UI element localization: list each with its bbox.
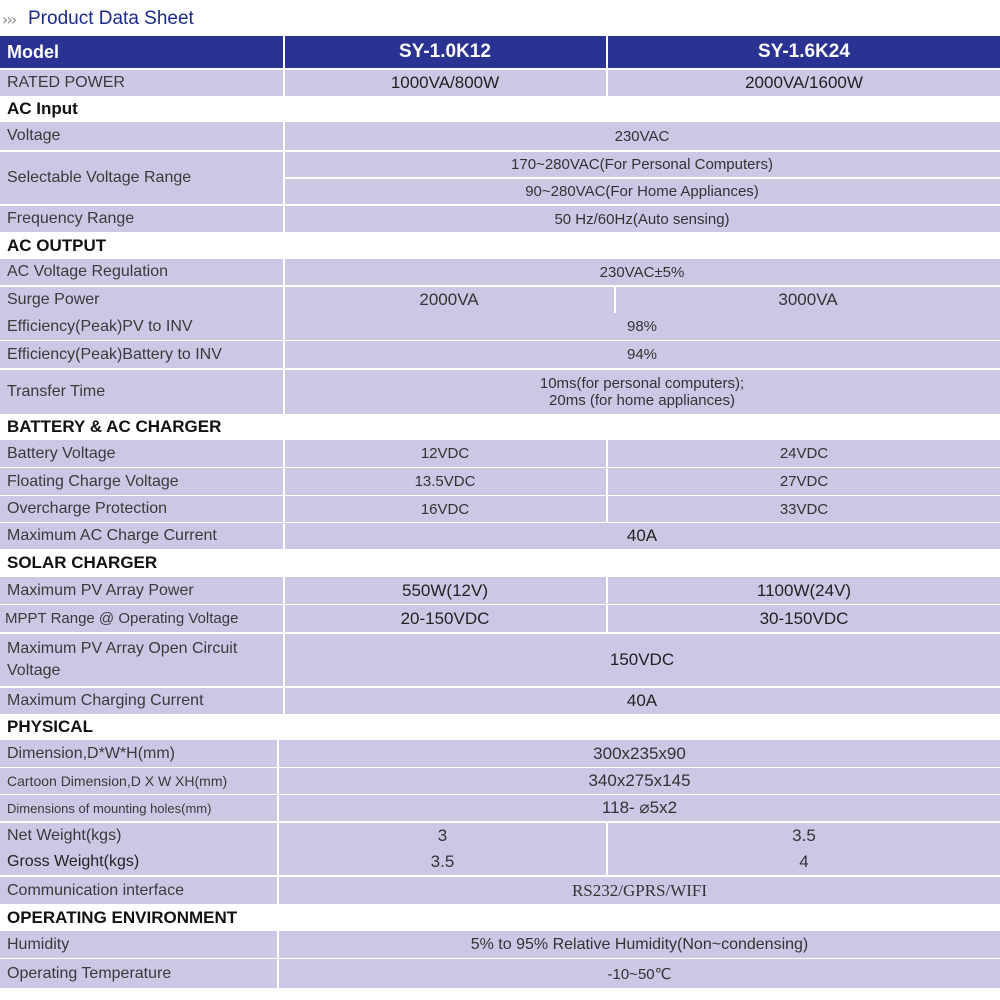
voltage-label: Voltage	[7, 127, 61, 144]
chevrons-icon: ›››	[2, 10, 16, 29]
rated-power-m2: 2000VA/1600W	[745, 73, 863, 92]
charging-current-label: Maximum Charging Current	[7, 692, 204, 709]
pv-power-m2: 1100W(24V)	[756, 580, 852, 600]
mppt-m2: 30-150VDC	[759, 608, 849, 628]
sheet-title: Product Data Sheet	[28, 8, 194, 29]
temperature-label: Operating Temperature	[7, 964, 172, 982]
comm-label: Communication interface	[7, 881, 184, 899]
overcharge-row	[0, 496, 1000, 522]
ac-output-section	[0, 233, 1000, 259]
transfer-value	[284, 370, 1000, 414]
transfer-home: 20ms (for home appliances)	[549, 392, 735, 409]
eff-battery-label: Efficiency(Peak)Battery to INV	[7, 345, 222, 363]
surge-row	[0, 287, 1000, 313]
max-ac-charge-value: 40A	[626, 526, 658, 545]
gross-weight-m1: 3.5	[430, 852, 455, 871]
transfer-pc: 10ms(for personal computers);	[539, 375, 745, 392]
dimension-value: 300x235x90	[593, 743, 686, 763]
pv-power-label: Maximum PV Array Power	[7, 581, 194, 599]
frequency-label: Frequency Range	[7, 210, 135, 227]
model-1: SY-1.0K12	[399, 41, 491, 62]
section-title: PHYSICAL	[7, 717, 93, 736]
overcharge-m1: 16VDC	[420, 500, 470, 518]
temperature-row	[0, 959, 1000, 988]
temperature-value: -10~50℃	[607, 965, 672, 983]
frequency-row	[0, 206, 1000, 232]
section-title: OPERATING ENVIRONMENT	[7, 908, 238, 927]
open-circuit-value: 150VDC	[609, 650, 675, 669]
environment-section	[0, 905, 1000, 931]
transfer-label: Transfer Time	[7, 383, 106, 400]
surge-m1: 2000VA	[419, 290, 479, 309]
dimension-row	[0, 740, 1000, 767]
selectable-voltage-pc: 170~280VAC(For Personal Computers)	[511, 156, 773, 173]
floating-m1: 13.5VDC	[414, 473, 476, 490]
mppt-m1: 20-150VDC	[400, 608, 490, 628]
eff-battery-value: 94%	[626, 346, 658, 363]
physical-section	[0, 714, 1000, 740]
battery-voltage-m1: 12VDC	[420, 445, 470, 462]
section-title: BATTERY & AC CHARGER	[7, 417, 222, 436]
overcharge-label: Overcharge Protection	[7, 500, 168, 517]
mppt-label: MPPT Range @ Operating Voltage	[5, 610, 239, 627]
ac-input-section	[0, 96, 1000, 122]
battery-section	[0, 414, 1000, 440]
gross-weight-m2: 4	[799, 852, 809, 871]
battery-voltage-label: Battery Voltage	[7, 444, 116, 462]
regulation-row	[0, 259, 1000, 285]
surge-m2: 3000VA	[778, 290, 838, 309]
transfer-row	[0, 370, 1000, 414]
model-header-row	[0, 36, 1000, 68]
max-ac-charge-label: Maximum AC Charge Current	[7, 527, 217, 544]
section-title: AC Input	[7, 99, 78, 118]
section-title: AC OUTPUT	[7, 236, 107, 255]
net-weight-m1: 3	[437, 826, 448, 845]
humidity-value: 5% to 95% Relative Humidity(Non~condensing)	[470, 935, 809, 953]
model-label: Model	[7, 41, 59, 62]
selectable-voltage-row	[0, 152, 1000, 204]
gross-weight-label: Gross Weight(kgs)	[7, 853, 140, 870]
open-circuit-row	[0, 634, 1000, 686]
mppt-row	[0, 605, 1000, 632]
battery-voltage-row	[0, 440, 1000, 467]
carton-row	[0, 768, 1000, 794]
floating-row	[0, 468, 1000, 495]
rated-power-label: RATED POWER	[7, 74, 125, 91]
rated-power-row	[0, 70, 1000, 96]
holes-label: Dimensions of mounting holes(mm)	[7, 800, 212, 816]
selectable-voltage-label: Selectable Voltage Range	[7, 169, 192, 186]
dimension-label: Dimension,D*W*H(mm)	[7, 744, 176, 762]
carton-label: Cartoon Dimension,D X W XH(mm)	[7, 773, 228, 789]
humidity-label: Humidity	[7, 935, 70, 953]
carton-value: 340x275x145	[588, 771, 691, 790]
voltage-value: 230VAC	[614, 127, 670, 145]
eff-pv-label: Efficiency(Peak)PV to INV	[7, 317, 193, 335]
selectable-voltage-home: 90~280VAC(For Home Appliances)	[525, 183, 759, 200]
floating-label: Floating Charge Voltage	[7, 472, 179, 490]
frequency-value: 50 Hz/60Hz(Auto sensing)	[554, 210, 730, 228]
regulation-value: 230VAC±5%	[599, 263, 685, 281]
eff-pv-value: 98%	[626, 318, 658, 335]
eff-pv-row	[0, 313, 1000, 340]
comm-row	[0, 877, 1000, 904]
open-circuit-label: Maximum PV Array Open Circuit Voltage	[7, 640, 238, 679]
eff-battery-row	[0, 341, 1000, 368]
comm-value: RS232/GPRS/WIFI	[571, 880, 708, 900]
rated-power-m1: 1000VA/800W	[390, 73, 500, 92]
holes-row	[0, 795, 1000, 821]
section-title: SOLAR CHARGER	[7, 553, 158, 572]
pv-power-m1: 550W(12V)	[402, 580, 488, 600]
surge-label: Surge Power	[7, 291, 100, 308]
charging-current-row	[0, 688, 1000, 714]
net-weight-label: Net Weight(kgs)	[7, 827, 122, 844]
solar-section	[0, 550, 1000, 576]
max-ac-charge-row	[0, 523, 1000, 549]
gross-weight-row	[0, 849, 1000, 875]
pv-power-row	[0, 577, 1000, 604]
net-weight-row	[0, 823, 1000, 849]
battery-voltage-m2: 24VDC	[779, 445, 829, 462]
regulation-label: AC Voltage Regulation	[7, 263, 168, 280]
charging-current-value: 40A	[626, 691, 658, 710]
holes-value: 118- ⌀5x2	[601, 798, 678, 817]
sheet-title-bar	[0, 0, 1000, 36]
overcharge-m2: 33VDC	[779, 500, 829, 518]
model-2: SY-1.6K24	[758, 41, 850, 62]
humidity-row	[0, 931, 1000, 958]
net-weight-m2: 3.5	[792, 826, 816, 845]
voltage-row	[0, 122, 1000, 150]
floating-m2: 27VDC	[779, 473, 829, 490]
